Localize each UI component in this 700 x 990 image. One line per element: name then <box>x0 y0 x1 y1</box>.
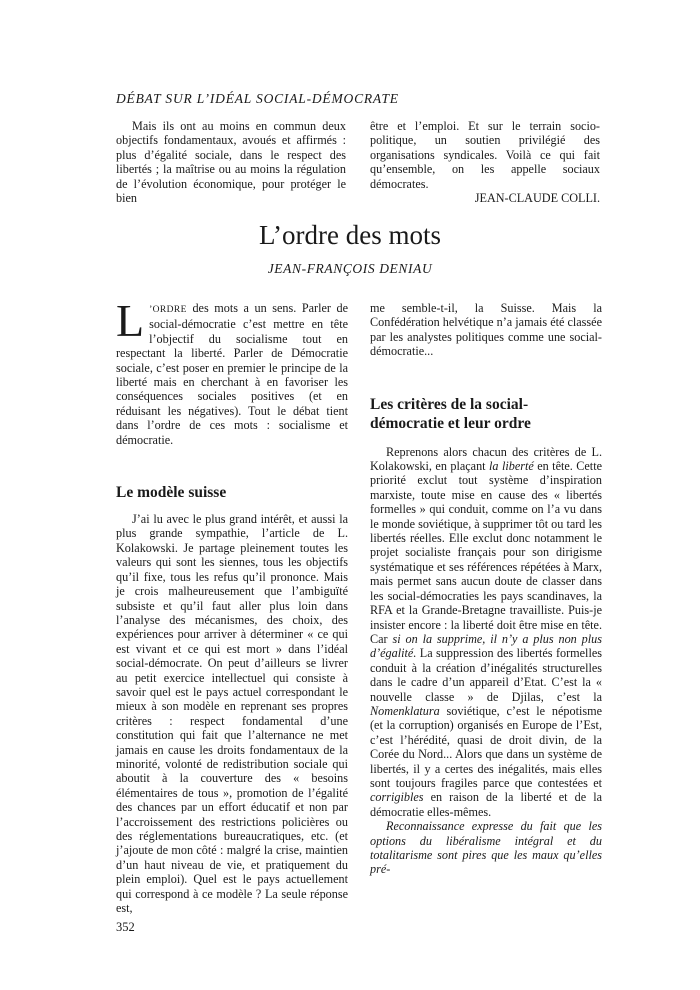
intro-paragraph <box>116 295 348 447</box>
section1-paragraph: J’ai lu avec le plus grand intérêt, et aussi la plus grande sympathie, l’article de L. Kolakowski. Je partage pleinement toutes les valeurs qui sont les siennes, tous les objectifs qu’il fixe, tous les refus qu’il prononce. Mais je crois malheureusement que l’ambiguïté subsiste et qu’il faut aller plus loin dans l’analyse des mécanismes, des choix, des expériences pour arriver à déterminer « ce qui est vivant et ce qui est mort » dans l’idéal social-démocrate. On peut d’ailleurs se livrer au petit exercice intellectuel qui consiste à savoir quel est le pays actuel correspondant le mieux à son modèle en reprenant ses propres critères : respect fondamental d’une constitution qui fait que l’alternance ne met jamais en cause les droits fondamentaux de la minorité, volonté de redistribution sociale qui aboutit à la couverture des « besoins élémentaires de tous », promotion de l’égalité des chances par un effort éducatif et non par l’accroissement des restrictions policières ou des réglementations bureaucratiques, etc. (et j’ajoute de mon côté : malgré la crise, maintien d’un haut niveau de vie, et pratiquement du plein emploi). Quel est le pays actuellement qui correspond à ce modèle ? La seule réponse est, <box>116 512 348 916</box>
article-right-column <box>370 301 602 877</box>
section2-paragraph-2: Reconnaissance expresse du fait que les options du libéralisme intégral et du totalitarisme sont pires que les maux qu’elles pré- <box>370 819 602 877</box>
previous-article-paragraph: Mais ils ont au moins en commun deux objectifs fondamentaux, avoués et affirmés : plus d’égalité sociale, dans le respect des libertés ; la maîtrise ou au moins la régulation de l’évolution économique, pour protéger le bien <box>116 119 346 206</box>
running-head: DÉBAT SUR L’IDÉAL SOCIAL-DÉMOCRATE <box>116 91 399 106</box>
article-author: JEAN-FRANÇOIS DENIAU <box>267 261 433 276</box>
previous-article-continuation: être et l’emploi. Et sur le terrain socio-politique, un soutien privilégié des organisations syndicales. Voilà ce qui fait qu’ensemble, on les appelle sociaux démocrates. <box>370 119 600 191</box>
drop-cap: L <box>116 295 145 346</box>
previous-article-left-column <box>116 119 346 205</box>
section-heading-criteres: Les critères de la social-démocratie et leur ordre <box>370 395 531 432</box>
section1-continuation: me semble-t-il, la Suisse. Mais la Confédération helvétique n’a jamais été classée par les analystes politiques comme une social-démocratie... <box>370 301 602 359</box>
article-title: L’ordre des mots <box>259 220 441 250</box>
section2-paragraph: Reprenons alors chacun des critères de L. Kolakowski, en plaçant la liberté en tête. Cette priorité exclut tout système d’inspiration marxiste, toute mise en cause des « libertés formelles » qui conduit, comme on l’a vu dans le monde soviétique, à supprimer tôt ou tard les libertés réelles. Elle exclut donc notamment le projet socialiste français pour son dirigisme systématique et ses références répétées à Marx, mais permet sans aucun doute de classer dans les social-démocraties les pays scandinaves, la RFA et la Grande-Bretagne travailliste. Puis-je insister encore : la liberté doit être mise en tête. Car si on la supprime, il n’y a plus non plus d’égalité. La suppression des libertés formelles conduit à la création d’inégalités structurelles dans le cadre d’un appareil d’Etat. C’est la « nouvelle classe » de Djilas, c’est la Nomenklatura soviétique, c’est le népotisme (et la corruption) organisés en Europe de l’Est, c’est l’hérédité, quasi de droit divin, de la Corée du Nord... Alors que dans un système de libertés, il y a certes des inégalités, mais elles sont toujours fragiles parce que contestées et corrigibles en raison de la liberté et de la démocratie elles-mêmes. <box>370 444 602 819</box>
intro-text: des mots a un sens. Parler de social-démocratie c’est mettre en tête l’objectif du socialisme tout en respectant la liberté. Parler de Démocratie sociale, c’est poser en premier le principe de la liberté mais en cherchant à en favoriser les conséquences sociales positives (et en réduisant les négatives). Tout le débat tient dans l’ordre de ces mots : socialisme et démocratie. <box>116 301 348 447</box>
article-left-column <box>116 295 348 916</box>
previous-article-signature: JEAN-CLAUDE COLLI. <box>474 191 600 206</box>
page-number: 352 <box>116 920 135 934</box>
intro-small-caps: ’ORDRE <box>149 305 187 315</box>
section-heading-modele-suisse: Le modèle suisse <box>116 484 227 502</box>
previous-article-right-column <box>370 119 600 205</box>
